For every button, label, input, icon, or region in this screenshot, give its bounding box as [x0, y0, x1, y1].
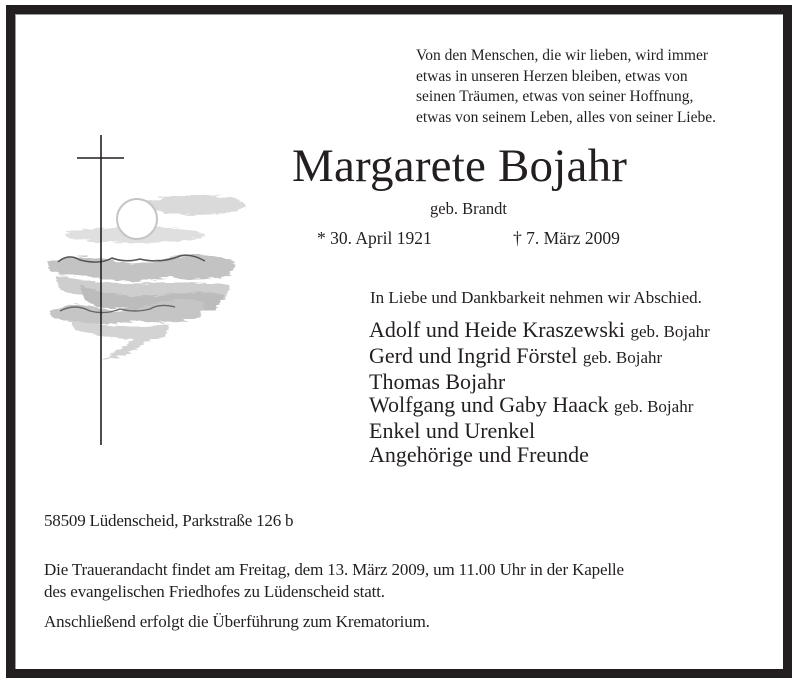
mourner-note: geb. Bojahr: [614, 397, 694, 417]
verse-line: seinen Träumen, etwas von seiner Hoffnung,: [416, 88, 694, 105]
family-address: 58509 Lüdenscheid, Parkstraße 126 b: [44, 511, 294, 530]
mourner-name: Adolf und Heide Kraszewski: [369, 317, 625, 342]
death-date: † 7. März 2009: [513, 228, 620, 248]
mourner-item: [369, 443, 710, 467]
service-line: des evangelischen Friedhofes zu Lüdenscheid statt.: [44, 582, 385, 601]
mourner-name: Enkel und Urenkel: [369, 418, 536, 444]
deceased-name: Margarete Bojahr: [292, 140, 628, 192]
memorial-verse: [416, 46, 716, 128]
birth-date: * 30. April 1921: [317, 228, 432, 248]
mourner-name: Gerd und Ingrid Förstel: [369, 342, 578, 368]
mourner-name: Wolfgang und Gaby Haack: [369, 392, 609, 418]
mourner-note: geb. Bojahr: [582, 347, 663, 367]
mourners-list: [369, 318, 710, 467]
mourner-name: Angehörige und Freunde: [369, 441, 589, 467]
cross-with-moon-landscape-icon: [40, 125, 250, 445]
service-info: [44, 559, 624, 603]
mourner-note: geb. Bojahr: [630, 322, 710, 341]
mourner-item: [369, 318, 710, 344]
mourner-item: [369, 344, 710, 370]
mourner-item: [369, 419, 710, 443]
mourner-item: [369, 370, 710, 394]
verse-line: etwas in unseren Herzen bleiben, etwas von: [416, 67, 688, 85]
mourner-name: Thomas Bojahr: [369, 368, 506, 394]
transfer-info: Anschließend erfolgt die Überführung zum Krematorium.: [44, 612, 430, 631]
verse-line: Von den Menschen, die wir lieben, wird immer: [416, 47, 708, 64]
maiden-name: geb. Brandt: [430, 199, 507, 218]
service-line: Die Trauerandacht findet am Freitag, dem 13. März 2009, um 11.00 Uhr in der Kapelle: [44, 560, 624, 579]
mourner-item: [369, 393, 710, 419]
farewell-line: In Liebe und Dankbarkeit nehmen wir Abschied.: [370, 288, 702, 307]
verse-line: etwas von seinem Leben, alles von seiner Liebe.: [416, 108, 716, 126]
